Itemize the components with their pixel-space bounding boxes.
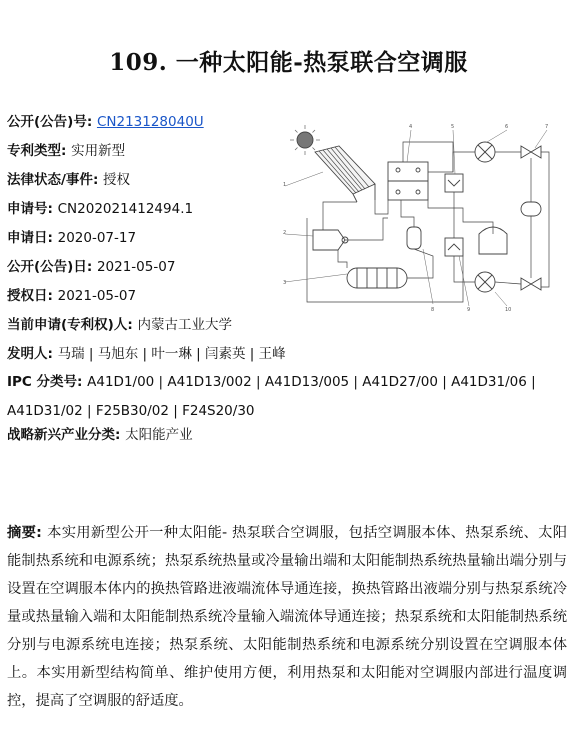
- svg-text:9: 9: [467, 307, 471, 312]
- field-pub-date: 公开(公告)日: 2021-05-07: [7, 259, 176, 275]
- field-ipc: IPC 分类号: A41D1/00 | A41D13/002 | A41D13/005 | A41D27/00 | A41D31/06 | A41D31/02 | F25B30/02 | F24S20/30: [7, 374, 536, 419]
- patent-drawing: [283, 122, 553, 312]
- field-value: A41D1/00 | A41D13/002 | A41D13/005 | A41D27/00 | A41D31/06 | A41D31/02 | F25B30/02 | F24S20/30: [7, 374, 536, 419]
- field-value: 内蒙古工业大学: [137, 317, 232, 333]
- svg-text:6: 6: [505, 124, 509, 130]
- field-label: 公开(公告)日: [7, 259, 87, 275]
- heat-exchanger: [388, 162, 428, 200]
- field-inventors: 发明人: 马瑞 | 马旭东 | 叶一琳 | 闫素英 | 王峰: [7, 346, 286, 362]
- field-value: 2021-05-07: [96, 259, 176, 275]
- field-patent-type: 专利类型: 实用新型: [7, 143, 126, 159]
- abstract: 摘要: 本实用新型公开一种太阳能- 热泵联合空调服，包括空调服本体、热泵系统、太阳能制热系统和电源系统；热泵系统热量或冷量输出端和太阳能制热系统热量输出端分别与设置在空调服本体内的换热管路进液端流体导通连接，换热管路出液端分别与热泵系统冷量或热量输入端和太阳能制热系统冷量输入端流体导通连接；热泵系统和太阳能制热系统分别与电源系统电连接；热泵系统、太阳能制热系统和电源系统分别设置在空调服本体上。本实用新型结构简单、维护使用方便，利用热泵和太阳能对空调服内部进行温度调控，提高了空调服的舒适度。: [7, 525, 568, 709]
- pump-unit: [313, 230, 348, 250]
- field-app-no: 申请号: CN202021412494.1: [7, 201, 194, 217]
- field-label: 发明人: [7, 346, 48, 362]
- svg-text:10: 10: [505, 307, 512, 312]
- field-value: 马瑞 | 马旭东 | 叶一琳 | 闫素英 | 王峰: [57, 346, 286, 362]
- pub-no-link[interactable]: CN213128040U: [96, 114, 204, 130]
- page-title: 109. 一种太阳能-热泵联合空调服: [109, 49, 468, 76]
- sun-icon: [290, 125, 320, 155]
- field-pub-no: 公开(公告)号: CN213128040U: [7, 114, 204, 130]
- field-app-date: 申请日: 2020-07-17: [7, 230, 137, 246]
- valve-top: [521, 146, 541, 158]
- field-label: 专利类型: [7, 143, 61, 159]
- abstract-text: 本实用新型公开一种太阳能- 热泵联合空调服，包括空调服本体、热泵系统、太阳能制热系统和电源系统；热泵系统热量或冷量输出端和太阳能制热系统热量输出端分别与设置在空调服本体内的换热管路进液端流体导通连接，换热管路出液端分别与热泵系统冷量或热量输入端和太阳能制热系统冷量输入端流体导通连接；热泵系统和太阳能制热系统分别与电源系统电连接；热泵系统、太阳能制热系统和电源系统分别设置在空调服本体上。本实用新型结构简单、维护使用方便，利用热泵和太阳能对空调服内部进行温度调控，提高了空调服的舒适度。: [7, 525, 568, 709]
- svg-text:4: 4: [409, 124, 413, 130]
- field-assignee: 当前申请(专利权)人: 内蒙古工业大学: [7, 317, 232, 333]
- field-value: 实用新型: [71, 143, 126, 159]
- field-label: 法律状态/事件: [7, 172, 93, 188]
- valve-bottom: [521, 278, 541, 290]
- svg-text:2: 2: [283, 230, 287, 236]
- field-label: 授权日: [7, 288, 48, 304]
- abstract-label: 摘要: [7, 525, 37, 541]
- field-label: 申请号: [7, 201, 48, 217]
- solar-collector: [315, 146, 375, 202]
- pump-bottom: [475, 272, 495, 292]
- field-label: 公开(公告)号: [7, 114, 87, 130]
- svg-text:5: 5: [451, 124, 455, 130]
- field-value: 授权: [103, 172, 131, 188]
- field-grant-date: 授权日: 2021-05-07: [7, 288, 137, 304]
- field-label: 申请日: [7, 230, 48, 246]
- field-label: 战略新兴产业分类: [7, 427, 115, 443]
- field-label: 当前申请(专利权)人: [7, 317, 128, 333]
- field-value: 太阳能产业: [125, 427, 193, 443]
- svg-text:3: 3: [283, 280, 287, 286]
- svg-text:7: 7: [545, 124, 549, 130]
- storage-tank: [347, 268, 407, 288]
- field-value: 2020-07-17: [57, 230, 137, 246]
- field-value: 2021-05-07: [57, 288, 137, 304]
- field-legal-status: 法律状态/事件: 授权: [7, 172, 131, 188]
- svg-text:8: 8: [431, 307, 435, 312]
- field-label: IPC 分类号: [7, 374, 78, 390]
- field-value: CN202021412494.1: [57, 201, 194, 217]
- svg-text:1: 1: [283, 182, 287, 188]
- pump-top: [475, 142, 495, 162]
- field-industry: 战略新兴产业分类: 太阳能产业: [7, 427, 193, 443]
